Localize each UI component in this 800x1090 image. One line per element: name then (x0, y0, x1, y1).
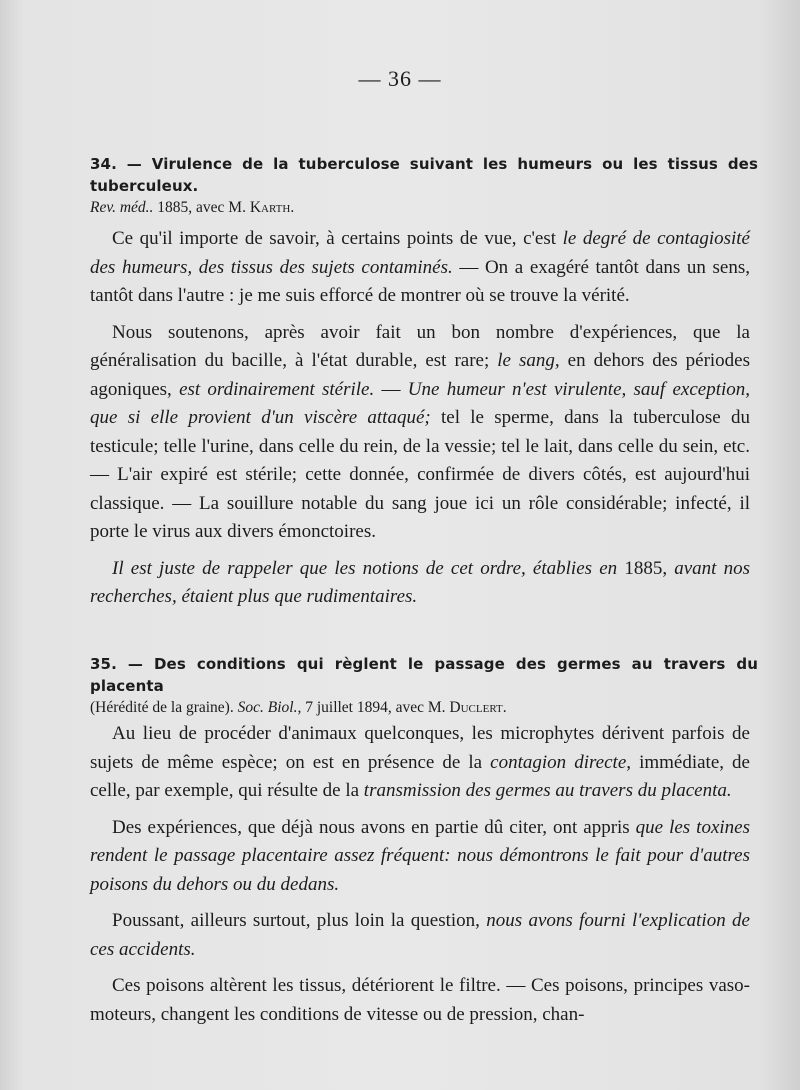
paragraph (90, 225, 750, 311)
italic-text: nous avons fourni l'explication de ces accidents. (90, 910, 750, 960)
italic-text: transmission des germes au travers du placenta. (363, 780, 732, 801)
paragraph (90, 814, 750, 900)
reference-end: . (502, 699, 507, 716)
page-number: — 36 — (358, 66, 442, 91)
text-run: — (374, 378, 408, 400)
journal-name: Rev. méd.. (90, 199, 154, 216)
entry-title: 35. — Des conditions qui règlent le passage des germes au travers du placenta (90, 655, 758, 695)
italic-text: contagion directe, (490, 751, 632, 773)
reference-prefix: (Hérédité de la graine). (90, 699, 238, 716)
text-run: en dehors des périodes agoniques, (90, 350, 750, 400)
paragraph (90, 720, 750, 806)
journal-name: Soc. Biol., (237, 699, 302, 716)
text-run: Poussant, ailleurs surtout, plus loin la question, (112, 910, 487, 931)
text-run: 1885, (624, 557, 668, 579)
reference-end: . (290, 199, 295, 216)
entry-reference (90, 697, 758, 719)
paragraph (90, 972, 750, 1029)
entry-title: 34. — Virulence de la tuberculose suivant les humeurs ou les tissus des tuberculeux. (90, 155, 758, 195)
entry-reference (90, 197, 758, 219)
reference-details: 1885, avec M. (153, 199, 250, 216)
text-run: — On a exagéré tantôt dans un sens, tantôt dans l'autre : je me suis efforcé de montrer où se trouve la vérité. (90, 256, 750, 306)
entry-35-body (90, 720, 750, 1029)
reference-details: 7 juillet 1894, avec M. (301, 699, 450, 716)
italic-text: avant nos recherches, étaient plus que rudimentaires. (90, 557, 751, 607)
text-run: Ce qu'il importe de savoir, à certains points de vue, c'est (112, 228, 563, 249)
paragraph (90, 555, 750, 612)
italic-text: est ordinairement stérile. (179, 378, 375, 400)
italic-text: Il est juste de rappeler que les notions de cet ordre, établies en (112, 557, 625, 579)
italic-text: le sang, (497, 350, 560, 371)
coauthor-name: Karth (249, 199, 291, 216)
entry-34-body (90, 225, 750, 612)
text-run: immédiate, de celle, par exemple, qui résulte de la (90, 751, 750, 801)
entry-35-heading (90, 653, 758, 719)
paragraph (90, 319, 750, 547)
text-run: tel le sperme, dans la tuberculose du testicule; telle l'urine, dans celle du rein, de la vessie; tel le lait, dans celle du sein, etc. — L'air expiré est stérile; cette donnée, confirmée de divers côtés, est aujourd'hui classique. — La souillure notable du sang joue ici un rôle considérable; infecté, il porte le virus aux divers émonctoires. (90, 407, 751, 542)
text-run: Des expériences, que déjà nous avons en partie dû citer, ont appris (112, 816, 636, 838)
coauthor-name: Duclert (449, 699, 503, 716)
italic-text: Une humeur n'est virulente, sauf exception, que si elle provient d'un viscère attaqué; (90, 378, 750, 428)
text-run: Nous soutenons, après avoir fait un bon nombre d'expériences, que la généralisation du bacille, à l'état durable, est rare; (90, 321, 750, 371)
paragraph (90, 907, 750, 964)
text-run: Ces poisons altèrent les tissus, détériorent le filtre. — Ces poisons, principes vaso-moteurs, changent les conditions de vitesse ou de pression, chan- (90, 975, 750, 1025)
italic-text: que les toxines rendent le passage placentaire assez fréquent: nous démontrons le fait pour d'autres poisons du dehors ou du dedans. (90, 816, 750, 895)
entry-34-heading (90, 153, 758, 219)
text-run: Au lieu de procéder d'animaux quelconques, les microphytes dérivent parfois de sujets de même espèce; on est en présence de la (90, 723, 750, 773)
italic-text: le degré de contagiosité des humeurs, des tissus des sujets contaminés. (90, 228, 750, 278)
